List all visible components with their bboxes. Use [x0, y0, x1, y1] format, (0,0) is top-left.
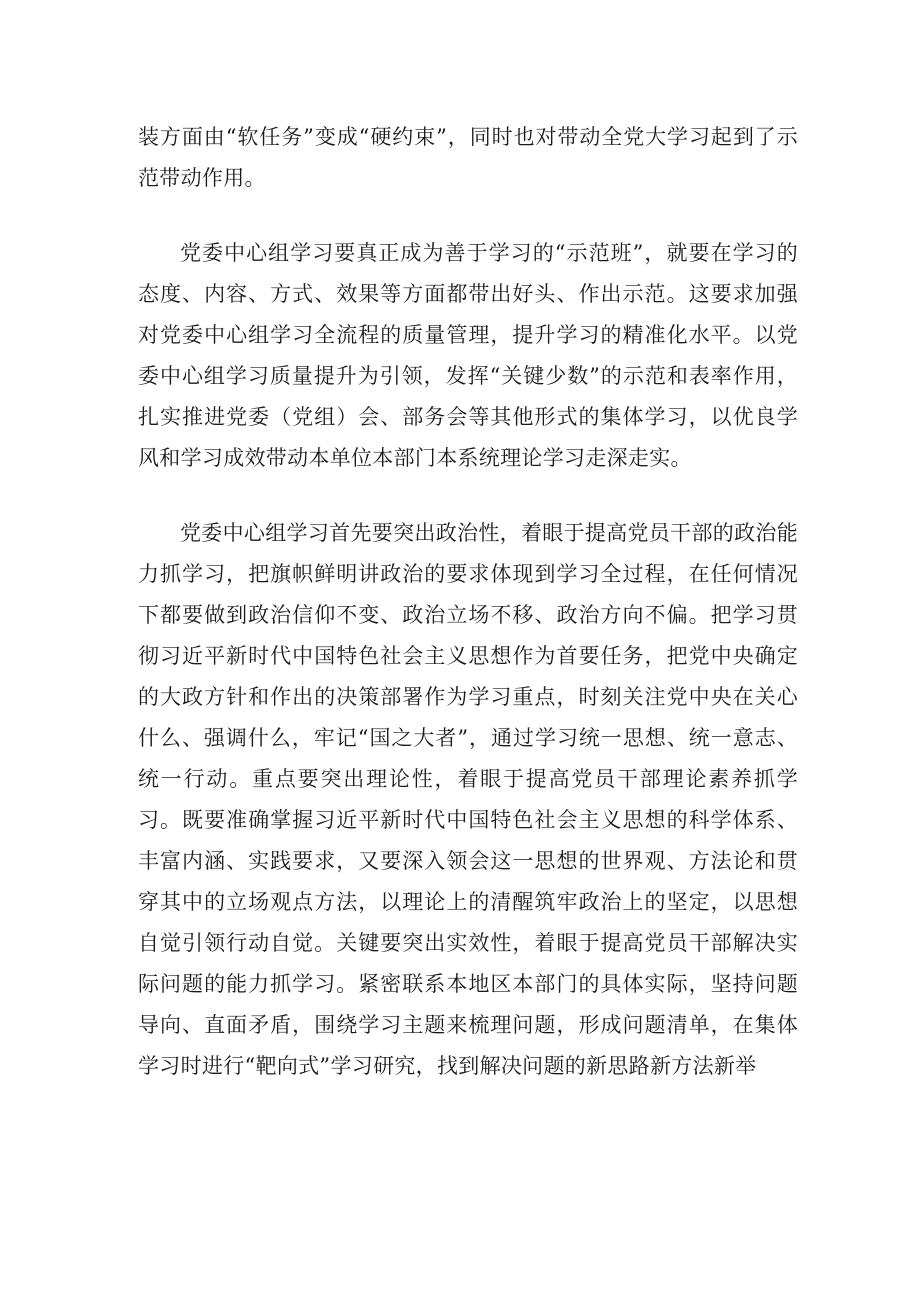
paragraph-3: 党委中心组学习首先要突出政治性，着眼于提高党员干部的政治能力抓学习，把旗帜鲜明讲政治的要求体现到学习全过程，在任何情况下都要做到政治信仰不变、政治立场不移、政治方向不偏。把学习贯彻习近平新时代中国特色社会主义思想作为首要任务，把党中央确定的大政方针和作出的决策部署作为学习重点，时刻关注党中央在关心什么、强调什么，牢记“国之大者”，通过学习统一思想、统一意志、统一行动。重点要突出理论性，着眼于提高党员干部理论素养抓学习。既要准确掌握习近平新时代中国特色社会主义思想的科学体系、丰富内涵、实践要求，又要深入领会这一思想的世界观、方法论和贯穿其中的立场观点方法，以理论上的清醒筑牢政治上的坚定，以思想自觉引领行动自觉。关键要突出实效性，着眼于提高党员干部解决实际问题的能力抓学习。紧密联系本地区本部门的具体实际，坚持问题导向、直面矛盾，围绕学习主题来梳理问题，形成问题清单，在集体学习时进行“靶向式”学习研究，找到解决问题的新思路新方法新举 [138, 521, 798, 1078]
document-body [138, 117, 798, 1087]
paragraph-2: 党委中心组学习要真正成为善于学习的“示范班”，就要在学习的态度、内容、方式、效果等方面都带出好头、作出示范。这要求加强对党委中心组学习全流程的质量管理，提升学习的精准化水平。以党委中心组学习质量提升为引领，发挥“关键少数”的示范和表率作用，扎实推进党委（党组）会、部务会等其他形式的集体学习，以优良学风和学习成效带动本单位本部门本系统理论学习走深走实。 [138, 241, 798, 470]
paragraph-1: 装方面由“软任务”变成“硬约束”，同时也对带动全党大学习起到了示范带动作用。 [138, 125, 798, 190]
